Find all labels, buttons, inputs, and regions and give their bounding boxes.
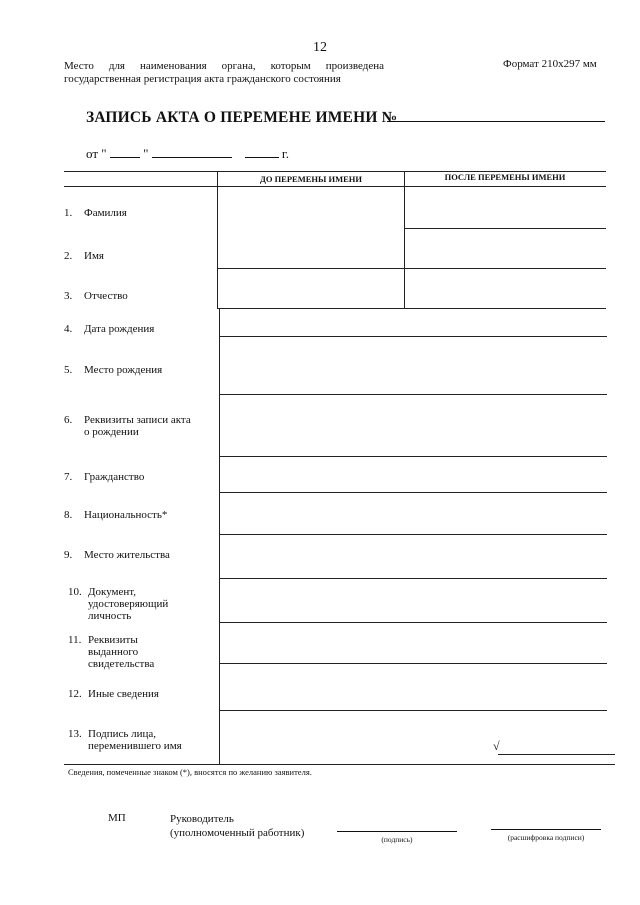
table-row <box>68 728 198 752</box>
table-row <box>64 549 170 561</box>
authority-placeholder-label: Место для наименования органа, которым произведена государственная регистрация акта гражданского состояния <box>64 60 384 85</box>
row-number: 8. <box>64 509 73 521</box>
row-label: Национальность* <box>84 509 168 521</box>
day-field[interactable] <box>110 146 140 158</box>
row-label: Фамилия <box>84 207 127 219</box>
table-header-rule <box>64 186 606 187</box>
row-number: 1. <box>64 207 73 219</box>
table-row <box>64 323 154 335</box>
row6-line <box>220 456 607 457</box>
col-header-before: ДО ПЕРЕМЕНЫ ИМЕНИ <box>259 174 363 184</box>
row-label: Подпись лица, переменившего имя <box>88 728 182 752</box>
row-number: 12. <box>68 688 82 700</box>
row-label: Место рождения <box>84 364 163 376</box>
table-row <box>64 364 162 376</box>
row-label: Имя <box>84 250 104 262</box>
stamp-place-label: МП <box>108 812 126 824</box>
table-row <box>68 634 188 670</box>
row-label: Дата рождения <box>84 323 155 335</box>
table-row <box>64 207 127 219</box>
row-number: 4. <box>64 323 73 335</box>
table-row <box>68 586 188 622</box>
row4-line <box>220 336 607 337</box>
signature-decoding-field[interactable] <box>491 829 601 830</box>
checkmark-icon: √ <box>493 739 500 753</box>
row7-line <box>220 492 607 493</box>
row-number: 5. <box>64 364 73 376</box>
row-label: Иные сведения <box>88 688 159 700</box>
table-row <box>64 250 104 262</box>
date-prefix: от <box>86 146 99 161</box>
month-field[interactable] <box>152 146 232 158</box>
row-label: Документ, удостоверяющий личность <box>88 586 169 622</box>
row9-line <box>220 578 607 579</box>
table-row <box>64 509 167 521</box>
row3-line <box>218 308 606 309</box>
col-header-after: ПОСЛЕ ПЕРЕМЕНЫ ИМЕНИ <box>444 172 566 182</box>
table-bottom-rule <box>64 764 615 765</box>
table-row <box>64 414 194 438</box>
format-label: Формат 210x297 мм <box>503 58 597 70</box>
head-label-line2: (уполномоченный работник) <box>170 827 305 839</box>
quote-close: " <box>143 146 149 161</box>
row-number: 3. <box>64 290 73 302</box>
row-number: 9. <box>64 549 73 561</box>
table-col-divider-2 <box>404 171 405 309</box>
decoding-caption: (расшифровка подписи) <box>507 833 585 842</box>
head-label-line1: Руководитель <box>170 813 234 825</box>
row-label: Реквизиты выданного свидетельства <box>88 634 155 670</box>
table-row <box>64 290 128 302</box>
row-number: 2. <box>64 250 73 262</box>
table-col-divider-1b <box>219 309 220 765</box>
row5-line <box>220 394 607 395</box>
row-label: Место жительства <box>84 549 170 561</box>
row13-signature-line <box>498 754 615 755</box>
date-suffix: г. <box>281 146 290 161</box>
signature-field[interactable] <box>337 831 457 832</box>
row12-line <box>220 710 607 711</box>
record-date-line <box>86 146 289 162</box>
table-col-divider-1 <box>217 171 218 309</box>
page-number: 12 <box>313 40 327 55</box>
footnote: Сведения, помеченные знаком (*), вносятся по желанию заявителя. <box>68 767 312 777</box>
row-number: 10. <box>68 586 82 598</box>
row-number: 13. <box>68 728 82 740</box>
row10-line <box>220 622 607 623</box>
row-label: Реквизиты записи акта о рождении <box>84 414 191 438</box>
record-number-field[interactable] <box>387 121 605 122</box>
table-row <box>68 688 159 700</box>
row8-line <box>220 534 607 535</box>
page-title: ЗАПИСЬ АКТА О ПЕРЕМЕНЕ ИМЕНИ № <box>86 109 398 126</box>
row-number: 7. <box>64 471 73 483</box>
row1-after-line <box>404 228 606 229</box>
year-field[interactable] <box>245 146 279 158</box>
head-label <box>170 812 304 840</box>
row-number: 11. <box>68 634 82 646</box>
signature-caption: (подпись) <box>381 835 413 844</box>
row-label: Отчество <box>84 290 128 302</box>
row11-line <box>220 663 607 664</box>
row-number: 6. <box>64 414 73 426</box>
table-row <box>64 471 144 483</box>
quote-open: " <box>101 146 107 161</box>
row2-line <box>218 268 606 269</box>
row-label: Гражданство <box>84 471 145 483</box>
